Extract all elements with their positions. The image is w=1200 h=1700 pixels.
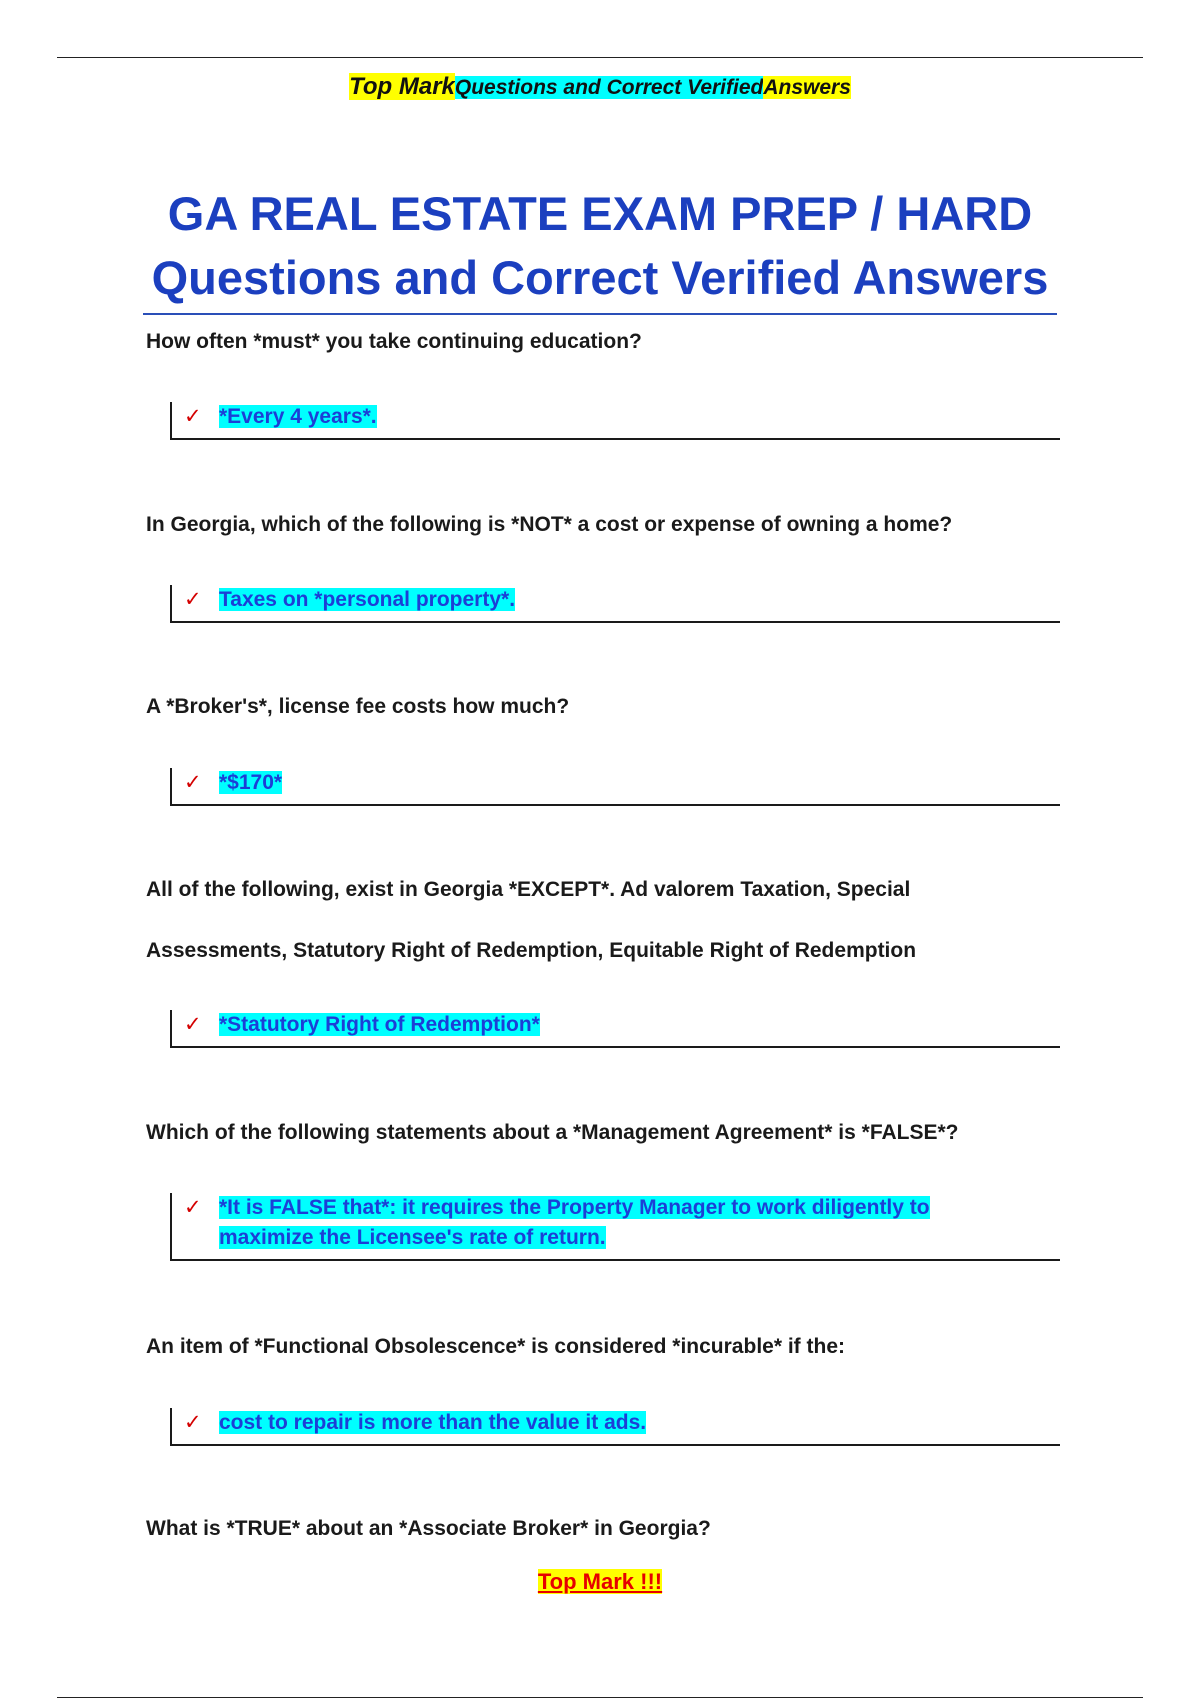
check-icon: ✓ (184, 405, 202, 428)
brand-name: Top Mark (349, 73, 455, 100)
title-line-1: GA REAL ESTATE EXAM PREP / HARD (167, 187, 1033, 240)
answer-1-text: *Every 4 years*. (219, 405, 377, 428)
question-3: A *Broker's*, license fee costs how much? (146, 695, 570, 718)
answer-5 (170, 1193, 1060, 1261)
top-rule (57, 57, 1143, 58)
title-underline (143, 313, 1057, 315)
answer-3-text: *$170* (219, 771, 283, 794)
title-line-2: Questions and Correct Verified Answers (151, 251, 1049, 304)
question-7: What is *TRUE* about an *Associate Broker* in Georgia? (146, 1517, 711, 1540)
header-subtitle-tail: Answers (763, 76, 851, 99)
header-banner (0, 70, 1200, 105)
check-icon: ✓ (184, 1196, 202, 1219)
footer-badge-text[interactable]: Top Mark !!! (537, 1569, 663, 1594)
check-icon: ✓ (184, 588, 202, 611)
bottom-rule (57, 1697, 1143, 1698)
check-icon: ✓ (184, 1013, 202, 1036)
check-icon: ✓ (184, 771, 202, 794)
footer-badge (0, 1569, 1200, 1595)
question-4-continued: Assessments, Statutory Right of Redemption, Equitable Right of Redemption (146, 939, 917, 962)
answer-6 (170, 1408, 1060, 1446)
answer-1 (170, 402, 1060, 440)
answer-2-text: Taxes on *personal property*. (219, 588, 516, 611)
answer-3 (170, 768, 1060, 806)
answer-4 (170, 1010, 1060, 1048)
header-subtitle: Questions and Correct Verified (454, 76, 764, 99)
question-5: Which of the following statements about a *Management Agreement* is *FALSE*? (146, 1121, 959, 1144)
question-4: All of the following, exist in Georgia *EXCEPT*. Ad valorem Taxation, Special (146, 878, 911, 901)
answer-4-text: *Statutory Right of Redemption* (219, 1013, 540, 1036)
answer-5-text-continued: maximize the Licensee's rate of return. (219, 1226, 606, 1249)
answer-2 (170, 585, 1060, 623)
check-icon: ✓ (184, 1411, 202, 1434)
question-1: How often *must* you take continuing education? (146, 330, 642, 353)
answer-6-text: cost to repair is more than the value it ads. (219, 1411, 647, 1434)
answer-5-text: *It is FALSE that*: it requires the Property Manager to work diligently to (219, 1196, 930, 1219)
page-title (0, 182, 1200, 310)
question-6: An item of *Functional Obsolescence* is considered *incurable* if the: (146, 1335, 845, 1358)
question-2: In Georgia, which of the following is *NOT* a cost or expense of owning a home? (146, 513, 953, 536)
